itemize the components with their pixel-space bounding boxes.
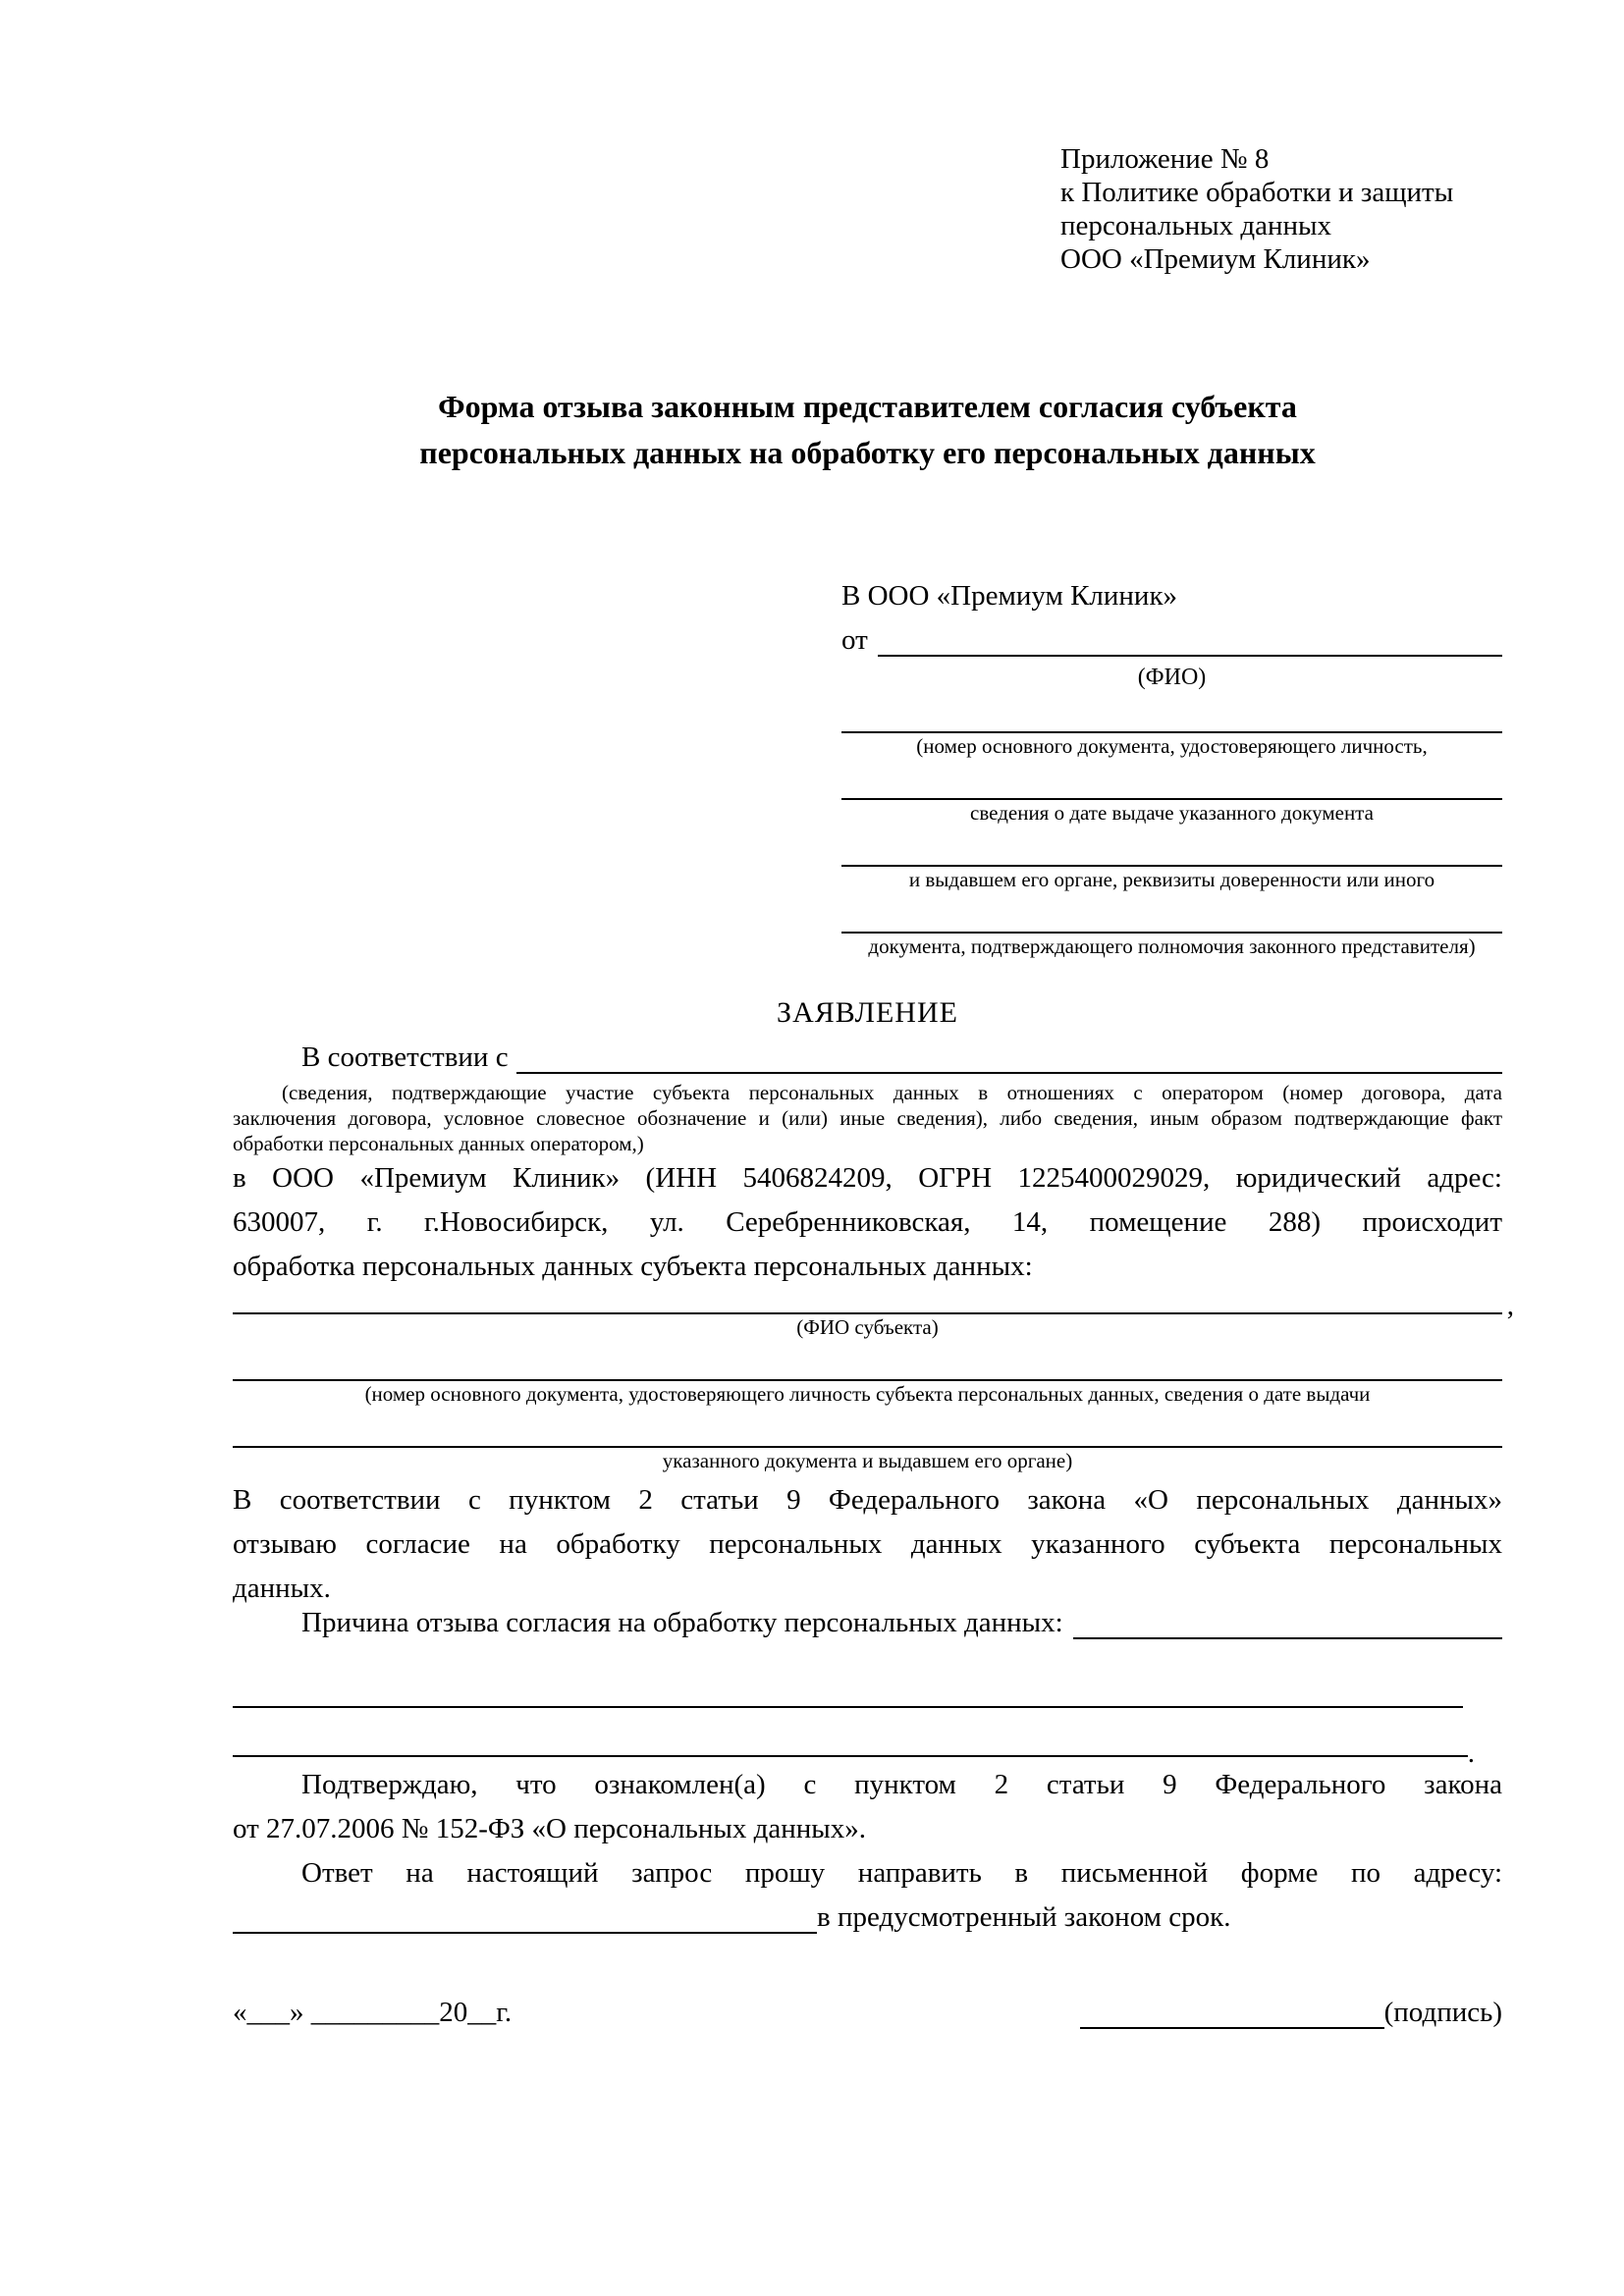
note-line: заключения договора, условное словесное обозначение и (или) иные сведения), либо сведения, иным образом подтверждающие факт xyxy=(233,1106,1502,1130)
reason-row xyxy=(233,1601,1502,1645)
signature-block xyxy=(1080,1991,1502,2035)
document-title xyxy=(233,384,1502,476)
reason-rule xyxy=(233,1706,1463,1708)
confirm-line: от 27.07.2006 № 152-ФЗ «О персональных данных». xyxy=(233,1813,867,1844)
fill-line xyxy=(233,1340,1502,1381)
fill-line xyxy=(841,759,1502,800)
accordance-fill-line xyxy=(516,1072,1502,1074)
withdraw-line: В соответствии с пунктом 2 статьи 9 Федерального закона «О персональных данных» xyxy=(233,1484,1502,1516)
operator-paragraph xyxy=(233,1156,1502,1289)
doc-line-unit xyxy=(841,692,1502,759)
subject-fio-line xyxy=(233,1289,1514,1321)
fill-line xyxy=(233,1407,1502,1448)
document-title-line: персональных данных на обработку его персональных данных xyxy=(419,435,1316,470)
header-line: к Политике обработки и защиты xyxy=(1060,177,1454,208)
fio-caption: (ФИО) xyxy=(1137,665,1207,690)
reason-label: Причина отзыва согласия на обработку персональных данных: xyxy=(301,1607,1063,1638)
withdraw-line: данных. xyxy=(233,1573,331,1604)
subject-doc-unit xyxy=(233,1340,1502,1407)
reply-address-row xyxy=(233,1896,1502,1940)
subject-doc-caption: (номер основного документа, удостоверяющего личность субъекта персональных данных, сведения о дате выдачи xyxy=(364,1382,1371,1406)
subject-fio-comma: , xyxy=(1506,1290,1514,1321)
subject-doc-unit xyxy=(233,1407,1502,1473)
reply-line: Ответ на настоящий запрос прошу направить в письменной форме по адресу: xyxy=(301,1857,1502,1889)
fill-line xyxy=(841,826,1502,867)
address-fill-line xyxy=(233,1932,817,1934)
addressee-block xyxy=(841,574,1502,959)
signature-caption: (подпись) xyxy=(1383,1997,1502,2028)
subject-fio-caption: (ФИО субъекта) xyxy=(796,1315,939,1339)
note-line: обработки персональных данных оператором,) xyxy=(233,1132,644,1155)
note-line: (сведения, подтверждающие участие субъекта персональных данных в отношениях с оператором (номер договора, дата xyxy=(282,1081,1502,1104)
fill-line-caption: сведения о дате выдаче указанного документа xyxy=(970,801,1374,825)
date-blank: «___» _________20__г. xyxy=(233,1997,513,2028)
header-line: ООО «Премиум Клиник» xyxy=(1060,243,1371,275)
accordance-label: В соответствии с xyxy=(301,1041,509,1073)
footer-row xyxy=(233,1991,1502,2035)
header-line: персональных данных xyxy=(1060,210,1332,241)
statement-heading: ЗАЯВЛЕНИЕ xyxy=(777,996,958,1029)
operator-line: в ООО «Премиум Клиник» (ИНН 5406824209, ОГРН 1225400029029, юридический адрес: xyxy=(233,1162,1502,1194)
reply-tail: в предусмотренный законом срок. xyxy=(817,1901,1231,1933)
reason-rule xyxy=(233,1755,1468,1757)
doc-line-unit xyxy=(841,759,1502,826)
withdraw-paragraph xyxy=(233,1478,1502,1611)
confirm-line: Подтверждаю, что ознакомлен(а) с пунктом 2 статьи 9 Федерального закона xyxy=(301,1769,1502,1800)
confirm-paragraph xyxy=(233,1763,1502,1851)
reason-period: . xyxy=(1467,1737,1475,1769)
fill-line xyxy=(841,692,1502,733)
fill-line xyxy=(841,892,1502,934)
from-row xyxy=(841,618,1502,663)
fio-fill-line xyxy=(878,655,1502,657)
addressee-to: В ООО «Премиум Клиник» xyxy=(841,580,1178,612)
reason-rule-row xyxy=(233,1737,1475,1769)
from-label: от xyxy=(841,624,868,656)
header-line: Приложение № 8 xyxy=(1060,143,1270,175)
withdraw-line: отзываю согласие на обработку персональных данных указанного субъекта персональных xyxy=(233,1528,1502,1560)
subject-doc-caption: указанного документа и выдавшем его органе) xyxy=(662,1449,1073,1472)
fill-line-caption: и выдавшем его органе, реквизиты доверенности или иного xyxy=(908,868,1435,891)
reason-fill-line xyxy=(1073,1637,1502,1639)
doc-line-unit xyxy=(841,892,1502,959)
operator-line: обработка персональных данных субъекта персональных данных: xyxy=(233,1251,1033,1282)
signature-line xyxy=(1080,2027,1384,2029)
fill-line-caption: документа, подтверждающего полномочия законного представителя) xyxy=(868,934,1476,958)
fill-line-caption: (номер основного документа, удостоверяющего личность, xyxy=(916,734,1428,758)
doc-line-unit xyxy=(841,826,1502,892)
accordance-note xyxy=(233,1080,1502,1156)
document-title-line: Форма отзыва законным представителем согласия субъекта xyxy=(438,389,1297,424)
operator-line: 630007, г. г.Новосибирск, ул. Серебренниковская, 14, помещение 288) происходит xyxy=(233,1206,1502,1238)
appendix-header xyxy=(1060,142,1502,276)
accordance-row xyxy=(233,1036,1502,1080)
